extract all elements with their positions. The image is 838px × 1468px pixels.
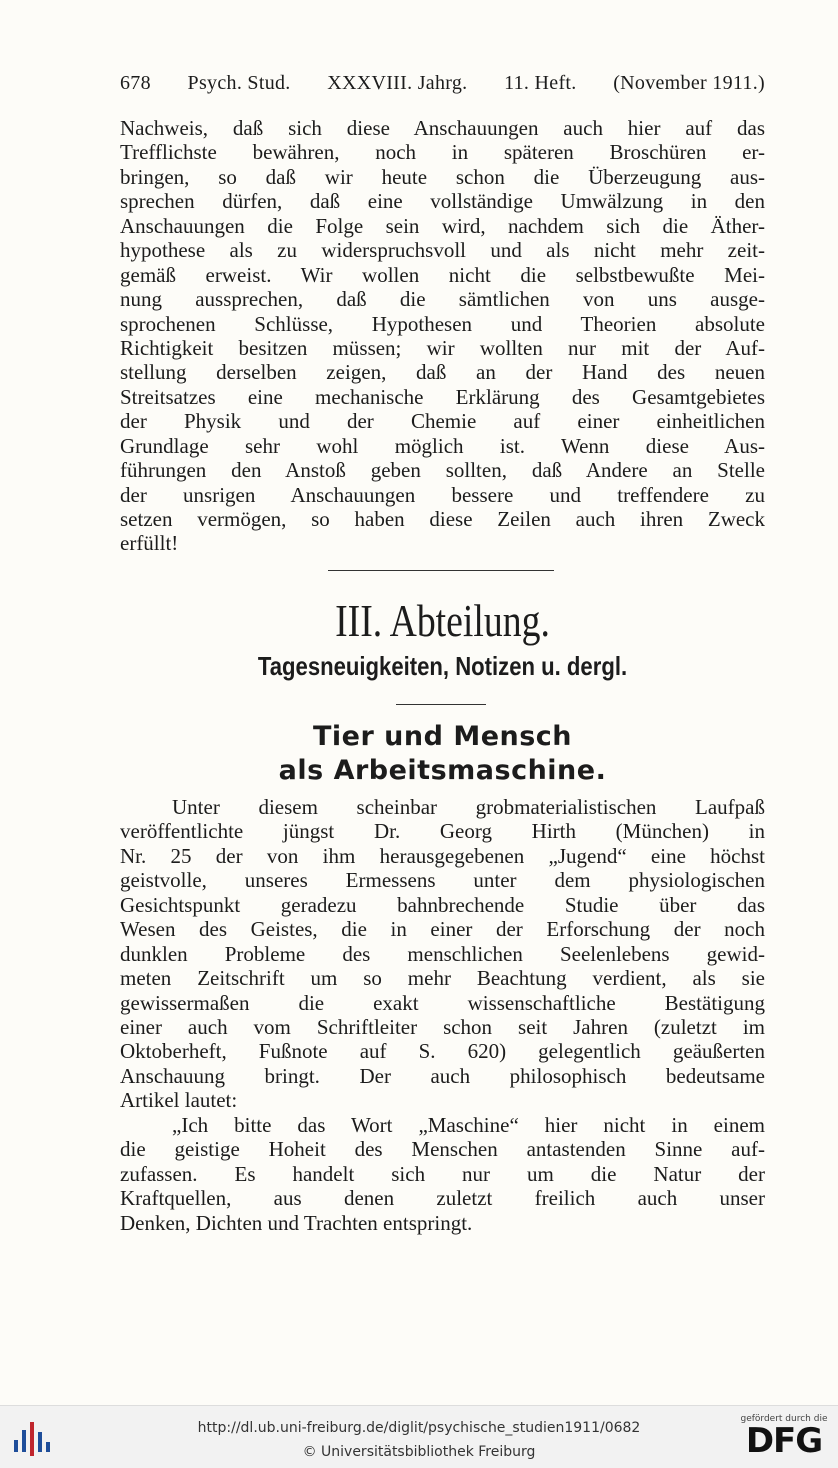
text-line: Anschauungen die Folge sein wird, nachdem sich die Äther- (120, 213, 765, 238)
dfg-logo-text: DFG (745, 1421, 823, 1461)
article-title-line1: Tier und Mensch (312, 721, 573, 752)
document-url[interactable]: http://dl.ub.uni-freiburg.de/diglit/psychische_studien1911/0682 (197, 1420, 641, 1436)
dfg-funding-label: gefördert durch die (740, 1414, 828, 1424)
text-line: erfüllt! (120, 531, 179, 556)
text-line: Nachweis, daß sich diese Anschauungen auch hier auf das (120, 116, 765, 140)
text-line: der Physik und der Chemie auf einer einheitlichen (120, 409, 765, 434)
text-line: Richtigkeit besitzen müssen; wir wollten nur mit der Auf- (120, 335, 765, 360)
text-line: Denken, Dichten und Trachten entspringt. (120, 1210, 473, 1235)
section-title: III. Abteilung. (335, 595, 550, 646)
text-line: der unsrigen Anschauungen bessere und treffendere zu (120, 482, 765, 507)
text-line: Unter diesem scheinbar grobmaterialistischen Laufpaß (172, 795, 765, 819)
text-line: einer auch vom Schriftleiter schon seit Jahren (zuletzt im (120, 1014, 765, 1039)
text-line: „Ich bitte das Wort „Maschine“ hier nicht in einem (172, 1113, 765, 1137)
text-line: veröffentlichte jüngst Dr. Georg Hirth (München) in (120, 819, 765, 844)
viewer-footer (0, 1405, 838, 1468)
issue-label: 11. Heft. (504, 72, 577, 94)
text-line: sprochenen Schlüsse, Hypothesen und Theorien absolute (120, 311, 765, 336)
article-title (120, 720, 765, 788)
text-line: Oktoberheft, Fußnote auf S. 620) gelegentlich geäußerten (120, 1039, 765, 1064)
separator-rule (328, 570, 554, 571)
text-line: stellung derselben zeigen, daß an der Hand des neuen (120, 360, 765, 385)
dfg-logo-icon (736, 1414, 832, 1464)
text-line: die geistige Hoheit des Menschen antastenden Sinne auf- (120, 1137, 765, 1162)
page-number: 678 (120, 72, 151, 94)
text-line: setzen vermögen, so haben diese Zeilen auch ihren Zweck (120, 507, 765, 531)
text-line: führungen den Anstoß geben sollten, daß Andere an Stelle (120, 458, 765, 483)
issue-date: (November 1911.) (613, 72, 765, 94)
text-line: gemäß erweist. Wir wollen nicht die selbstbewußte Mei- (120, 262, 765, 287)
text-line: Gesichtspunkt geradezu bahnbrechende Studie über das (120, 892, 765, 917)
article-quote-paragraph (120, 1113, 765, 1235)
article-paragraph (120, 795, 765, 1113)
text-line: meten Zeitschrift um so mehr Beachtung verdient, als sie (120, 966, 765, 991)
text-line: Streitsatzes eine mechanische Erklärung des Gesamtgebietes (120, 384, 765, 409)
text-line: Kraftquellen, aus denen zuletzt freilich auch unser (120, 1186, 765, 1211)
article-title-line2: als Arbeitsmaschine. (278, 755, 607, 786)
volume-label: XXXVIII. Jahrg. (327, 72, 468, 94)
text-line: Wesen des Geistes, die in einer der Erforschung der noch (120, 917, 765, 942)
paragraph-continuation (120, 116, 765, 556)
separator-rule-small (396, 704, 486, 705)
text-line: zufassen. Es handelt sich nur um die Natur der (120, 1161, 765, 1186)
text-line: Grundlage sehr wohl möglich ist. Wenn diese Aus- (120, 433, 765, 458)
text-line: sprechen dürfen, daß eine vollständige Umwälzung in den (120, 189, 765, 214)
running-header (120, 72, 765, 95)
text-line: Trefflichste bewähren, noch in späteren Broschüren er- (120, 140, 765, 165)
text-line: geistvolle, unseres Ermessens unter dem physiologischen (120, 868, 765, 893)
text-line: Nr. 25 der von ihm herausgegebenen „Jugend“ eine höchst (120, 843, 765, 868)
text-line: hypothese als zu widerspruchsvoll und als nicht mehr zeit- (120, 238, 765, 263)
copyright-notice: © Universitätsbibliothek Freiburg (302, 1444, 536, 1460)
text-line: gewissermaßen die exakt wissenschaftliche Bestätigung (120, 990, 765, 1015)
text-line: Anschauung bringt. Der auch philosophisch bedeutsame (120, 1063, 765, 1088)
text-line: dunklen Probleme des menschlichen Seelenlebens gewid- (120, 941, 765, 966)
text-line: Artikel lautet: (120, 1088, 238, 1113)
journal-name: Psych. Stud. (187, 72, 291, 94)
text-line: bringen, so daß wir heute schon die Überzeugung aus- (120, 164, 765, 189)
section-subtitle: Tagesneuigkeiten, Notizen u. dergl. (257, 651, 628, 681)
text-line: nung aussprechen, daß die sämtlichen von uns ausge- (120, 287, 765, 312)
